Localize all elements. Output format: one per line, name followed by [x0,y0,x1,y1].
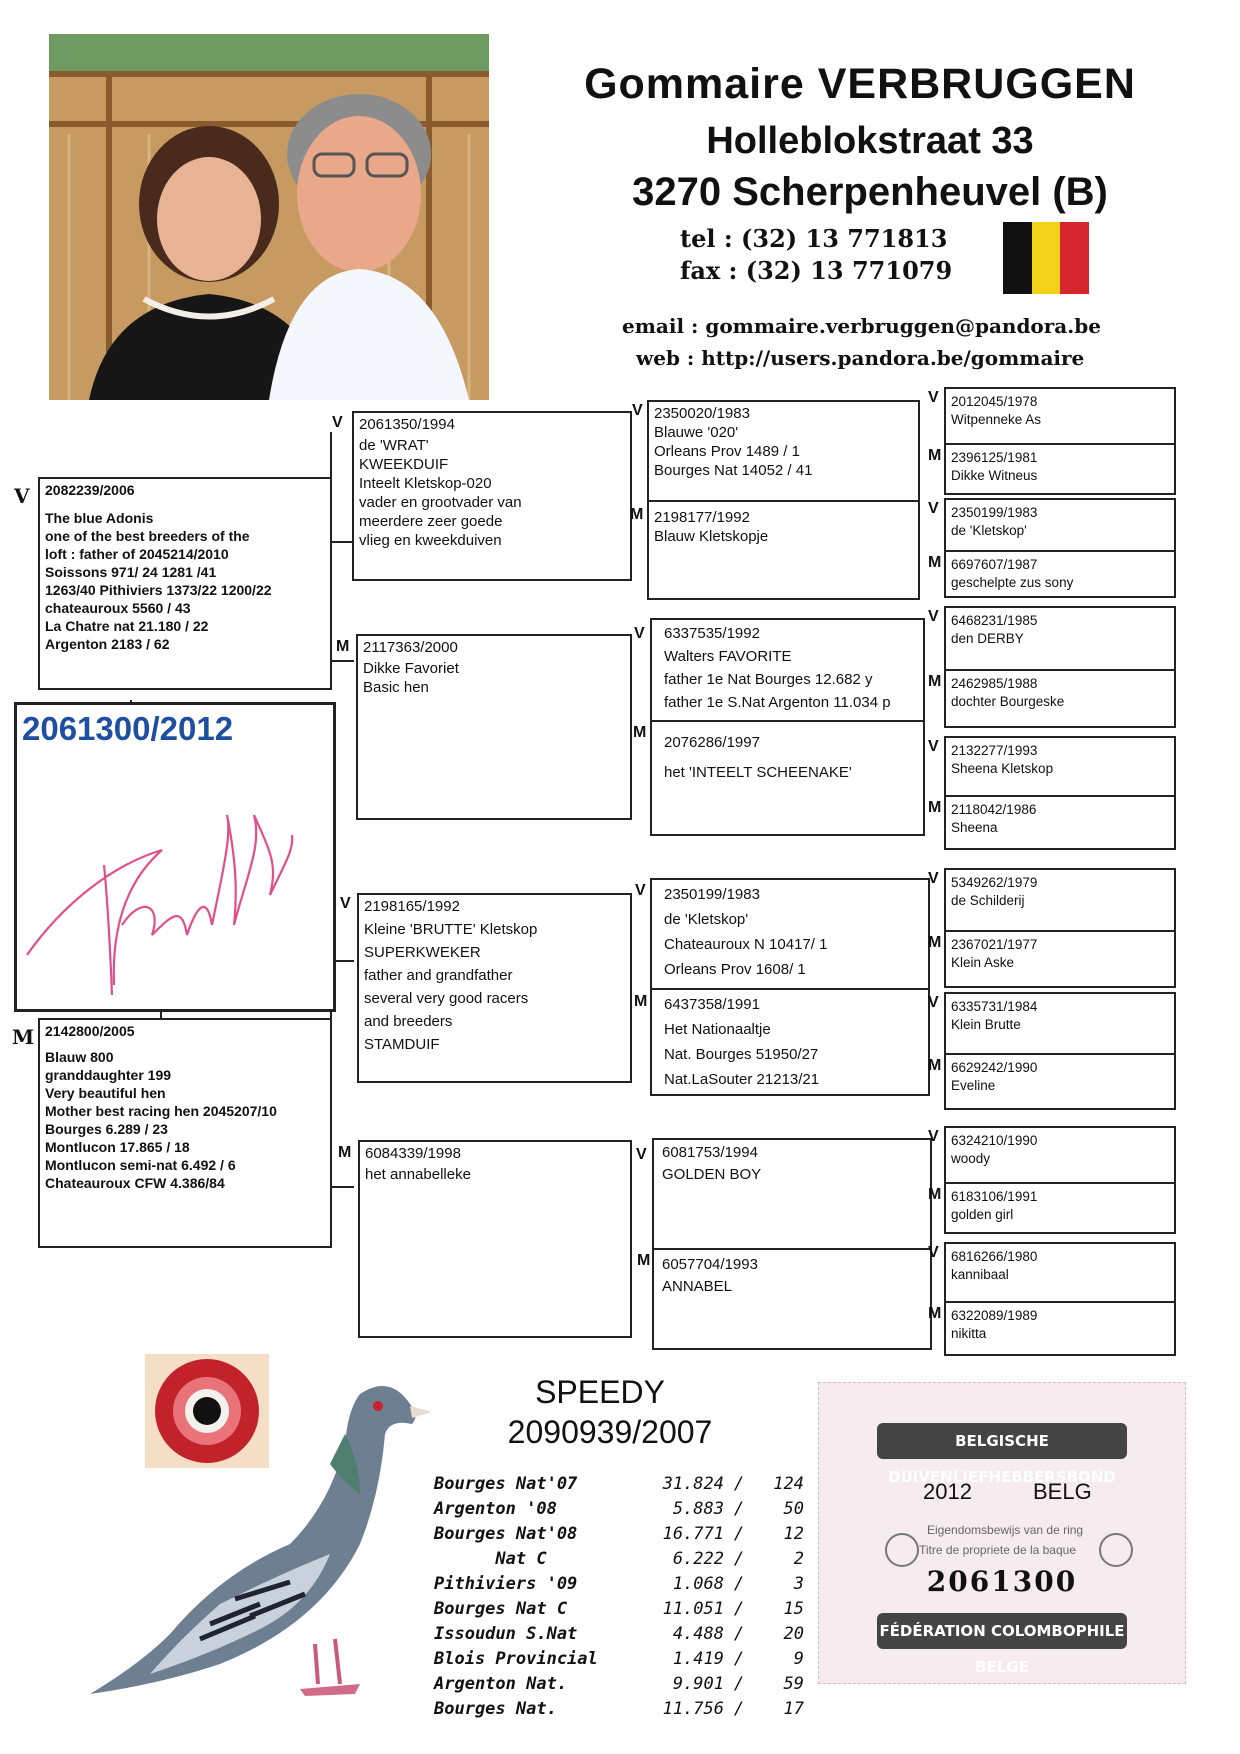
g4-ancestor [946,502,1042,542]
result-place: 20 [783,1624,804,1644]
certificate-bottom-banner: FÉDÉRATION COLOMBOPHILE BELGE [877,1613,1127,1649]
g4-ancestor [946,996,1042,1036]
result-value: 31.824 [662,1474,724,1494]
grandparent-card: 2198165/1992 Kleine 'BRUTTE' Kletskop SUPERKWEKER father and grandfather several very good racers and breeders STAMDUIF [357,893,632,1083]
g4-sex-label: V [928,1128,939,1145]
g4-ring: 6183106/1991 [951,1189,1038,1204]
g4-name: Dikke Witneus [951,468,1038,483]
dam-ring: 2142800/2005 [45,1023,135,1039]
result-race: Argenton Nat. [434,1674,568,1694]
result-value: 16.771 [662,1524,724,1544]
breeder-city: 3270 Scherpenheuvel (B) [632,170,1108,214]
g4-name: kannibaal [951,1267,1009,1282]
result-separator: / [733,1674,745,1694]
g4-name: Sheena Kletskop [951,761,1054,776]
email-address[interactable]: email : gommaire.verbruggen@pandora.be [622,314,1101,338]
result-race: Bourges Nat'08 [434,1524,578,1544]
ggp-pair-1: 2350020/1983 Blauwe '020' Orleans Prov 1489 / 1 Bourges Nat 14052 / 41 2198177/1992 Blauw Kletskopje [647,400,920,600]
result-value: 6.222 [672,1549,724,1569]
g4-pair-box [944,606,1176,728]
g4-ring: 6324210/1990 [951,1133,1038,1148]
certificate-text-fr: Titre de propriete de la baque [919,1543,1076,1557]
g4-ring: 5349262/1979 [951,875,1038,890]
g4-ancestor [946,673,1069,713]
g4-ring: 2350199/1983 [951,505,1038,520]
ggp-sex-label: M [637,1252,651,1269]
result-value: 1.419 [672,1649,724,1669]
result-row [434,1697,804,1722]
result-separator: / [733,1699,745,1719]
g4-ancestor [946,1246,1042,1286]
certificate-text-nl: Eigendomsbewijs van de ring [927,1523,1084,1537]
result-place: 15 [783,1599,804,1619]
g4-pair-box [944,1126,1176,1234]
g4-ring: 6335731/1984 [951,999,1038,1014]
sire-card [38,477,332,690]
grandparent-ring: 2061350/1994 [359,416,455,433]
result-place: 59 [783,1674,804,1694]
g4-name: Witpenneke As [951,412,1042,427]
g4-ring: 6322089/1989 [951,1308,1038,1323]
result-separator: / [733,1474,745,1494]
result-row [434,1672,804,1697]
result-separator: / [733,1649,745,1669]
website-link[interactable]: web : http://users.pandora.be/gommaire [636,346,1085,370]
ggp-pair-3: 2350199/1983 de 'Kletskop' Chateauroux N 10417/ 1 Orleans Prov 1608/ 1 6437358/1991 Het Nationaaltje Nat. Bourges 51950/27 Nat.LaSouter 21213/21 [650,878,930,1096]
g4-ancestor [946,391,1046,431]
g4-ancestor [946,799,1041,839]
g4-sex-label: V [928,1244,939,1261]
grandparent-ring: 6084339/1998 [365,1145,461,1162]
result-race: Issoudun S.Nat [434,1624,578,1644]
grandparent-card: 6084339/1998 het annabelleke [358,1140,632,1338]
g4-name: dochter Bourgeske [951,694,1065,709]
g4-name: Klein Aske [951,955,1015,970]
result-race: Argenton '08 [434,1499,557,1519]
g4-sex-label: M [928,673,942,690]
g4-sex-label: V [928,500,939,517]
result-value: 9.901 [672,1674,724,1694]
fax-number: fax : (32) 13 771079 [680,256,953,285]
pigeon-image [60,1354,432,1724]
ggp-sex-label: V [636,1146,647,1163]
result-value: 5.883 [672,1499,724,1519]
ggp-pair-4: 6081753/1994 GOLDEN BOY 6057704/1993 ANNABEL [652,1138,932,1350]
handwritten-signature [22,755,322,1005]
g4-ancestor [946,872,1042,912]
grandparent-card: 2061350/1994 de 'WRAT' KWEEKDUIF Inteelt Kletskop-020 vader en grootvader van meerdere zeer goede vlieg en kweekduiven [352,411,632,581]
main-ring-number: 2061300/2012 [22,710,234,747]
g4-ancestor [946,610,1042,650]
result-race: Blois Provincial [434,1649,598,1669]
belgian-flag-icon [1003,222,1089,294]
result-race: Pithiviers '09 [434,1574,578,1594]
result-row [434,1622,804,1647]
result-place: 9 [793,1649,804,1669]
ggp-sex-label: M [630,506,644,523]
g4-sex-label: M [928,934,942,951]
gp2-sex-label: M [336,638,350,655]
g4-ring: 6629242/1990 [951,1060,1038,1075]
sire-description: The blue Adonis one of the best breeders of the loft : father of 2045214/2010 Soissons 971/ 24 1281 /41 1263/40 Pithiviers 1373/22 1200/22 chateauroux 5560 / 43 La Chatre nat 21.180 / 22 Argenton 2183 / 62 [45,510,272,652]
breeder-name: Gommaire VERBRUGGEN [584,60,1136,108]
phone-number: tel : (32) 13 771813 [680,224,948,253]
result-place: 50 [783,1499,804,1519]
g4-pair-box [944,1242,1176,1356]
g4-ancestor [946,1130,1042,1170]
result-place: 3 [793,1574,804,1594]
g4-pair-box [944,992,1176,1110]
dam-description: Blauw 800 granddaughter 199 Very beautiful hen Mother best racing hen 2045207/10 Bourges 6.289 / 23 Montlucon 17.865 / 18 Montlucon semi-nat 6.492 / 6 Chateauroux CFW 4.386/84 [45,1049,277,1191]
result-value: 11.051 [662,1599,724,1619]
g4-ring: 2118042/1986 [951,802,1037,817]
g4-name: woody [951,1151,991,1166]
result-separator: / [733,1524,745,1544]
result-place: 17 [783,1699,804,1719]
main-bird-card [14,702,336,1012]
result-separator: / [733,1624,745,1644]
g4-pair-box [944,868,1176,988]
result-value: 1.068 [672,1574,724,1594]
grandparent-card: 2117363/2000 Dikke Favoriet Basic hen [356,634,632,820]
result-race: Bourges Nat C [434,1599,568,1619]
g4-name: den DERBY [951,631,1024,646]
g4-pair-box [944,498,1176,598]
result-separator: / [733,1599,745,1619]
result-row [434,1522,804,1547]
g4-ring: 6816266/1980 [951,1249,1038,1264]
result-race: Bourges Nat'07 [434,1474,578,1494]
g4-name: de Schilderij [951,893,1025,908]
ggp-sex-label: V [634,625,645,642]
g4-ring: 2367021/1977 [951,937,1038,952]
result-race: Nat C [434,1549,547,1569]
g4-sex-label: V [928,608,939,625]
dam-sex-label: M [12,1025,35,1049]
gp1-sex-label: V [332,414,343,431]
g4-ancestor [946,554,1078,594]
g4-pair-box [944,387,1176,495]
g4-sex-label: V [928,738,939,755]
speedy-ring: 2090939/2007 [507,1414,713,1450]
g4-sex-label: M [928,1305,942,1322]
g4-ring: 2396125/1981 [951,450,1038,465]
result-value: 11.756 [662,1699,724,1719]
g4-ring: 6697607/1987 [951,557,1038,572]
g4-sex-label: M [928,1057,942,1074]
result-row [434,1547,804,1572]
g4-sex-label: M [928,554,942,571]
g4-ring: 2462985/1988 [951,676,1038,691]
ggp-sex-label: V [632,402,643,419]
result-row [434,1472,804,1497]
g4-sex-label: V [928,870,939,887]
result-row [434,1497,804,1522]
g4-name: golden girl [951,1207,1014,1222]
gp4-sex-label: M [338,1144,352,1161]
grandparent-ring: 2117363/2000 [363,639,458,656]
g4-name: de 'Kletskop' [951,523,1027,538]
ggp-pair-2: 6337535/1992 Walters FAVORITE father 1e Nat Bourges 12.682 y father 1e S.Nat Argenton 11.034 p 2076286/1997 het 'INTEELT SCHEENAKE' [650,618,925,836]
g4-name: geschelpte zus sony [951,575,1074,590]
g4-sex-label: M [928,447,942,464]
certificate-country: BELG [1033,1479,1092,1504]
breeder-street: Holleblokstraat 33 [706,120,1034,162]
result-place: 12 [783,1524,804,1544]
result-separator: / [733,1549,745,1569]
ggp-sex-label: M [634,993,648,1010]
result-race: Bourges Nat. [434,1699,557,1719]
dam-card [38,1018,332,1248]
gp3-sex-label: V [340,895,351,912]
grandparent-ring: 2198165/1992 [364,898,460,915]
result-value: 4.488 [672,1624,724,1644]
sire-ring: 2082239/2006 [45,482,135,498]
g4-name: nikitta [951,1326,987,1341]
ownership-certificate [818,1382,1186,1684]
g4-pair-box [944,736,1176,850]
g4-ancestor [946,934,1042,974]
g4-ancestor [946,1305,1042,1345]
ggp-sex-label: M [633,724,647,741]
g4-ring: 2132277/1993 [951,743,1038,758]
crown-emblem-icon [1099,1533,1133,1567]
result-place: 124 [773,1474,804,1494]
sire-sex-label: V [14,484,30,508]
g4-sex-label: V [928,994,939,1011]
result-row [434,1597,804,1622]
g4-ancestor [946,447,1042,487]
result-place: 2 [793,1549,804,1569]
g4-ancestor [946,740,1058,780]
result-row [434,1647,804,1672]
g4-ring: 2012045/1978 [951,394,1038,409]
certificate-year: 2012 [923,1479,972,1504]
g4-sex-label: V [928,389,939,406]
crown-emblem-icon [885,1533,919,1567]
owner-photo [49,34,489,400]
ggp-sex-label: V [635,882,646,899]
g4-sex-label: M [928,799,942,816]
g4-ring: 6468231/1985 [951,613,1038,628]
certificate-top-banner: BELGISCHE DUIVENLIEFHEBBERSBOND [877,1423,1127,1459]
g4-ancestor [946,1186,1042,1226]
g4-name: Klein Brutte [951,1017,1021,1032]
g4-sex-label: M [928,1186,942,1203]
certificate-ring: 2061300 [926,1565,1078,1598]
result-separator: / [733,1499,745,1519]
speedy-results [434,1472,804,1722]
g4-name: Eveline [951,1078,996,1093]
g4-name: Sheena [951,820,998,835]
g4-ancestor [946,1057,1042,1097]
result-row [434,1572,804,1597]
speedy-name: SPEEDY [535,1374,665,1410]
result-separator: / [733,1574,745,1594]
